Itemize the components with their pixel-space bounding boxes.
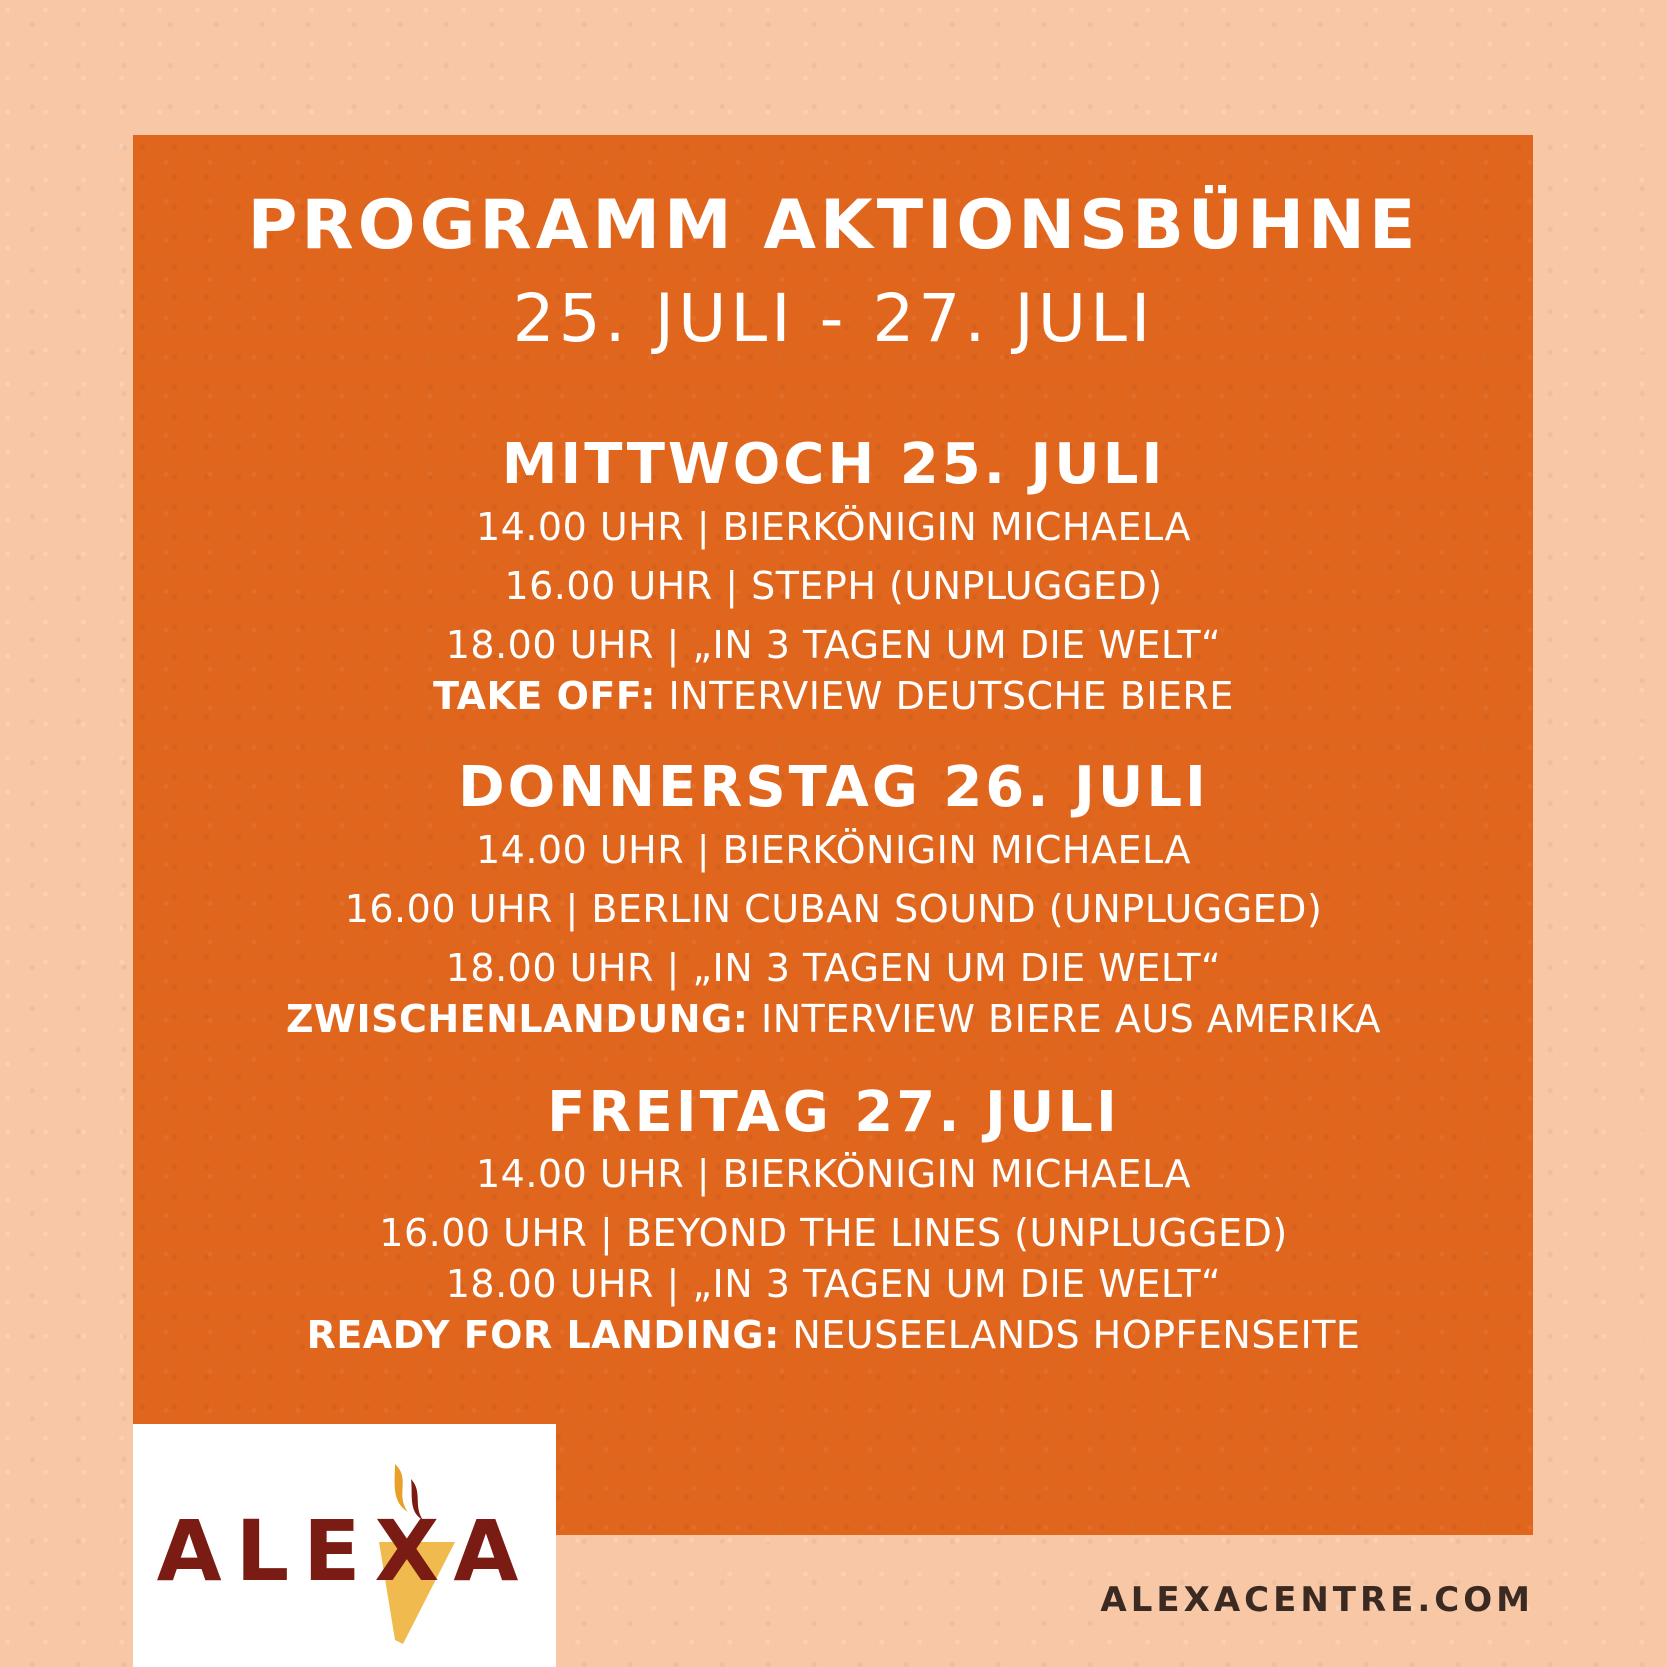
highlight-line <box>0 1313 1667 1357</box>
schedule-line: 14.00 UHR | BIERKÖNIGIN MICHAELA <box>476 1152 1191 1196</box>
highlight-label: ZWISCHENLANDUNG: <box>285 997 749 1041</box>
website-url[interactable]: ALEXACENTRE.COM <box>1100 1580 1534 1620</box>
highlight-text: INTERVIEW DEUTSCHE BIERE <box>655 674 1234 718</box>
day-heading-thursday: DONNERSTAG 26. JULI <box>458 755 1209 820</box>
schedule-line: 16.00 UHR | BERLIN CUBAN SOUND (UNPLUGGED) <box>344 887 1323 931</box>
highlight-line <box>0 997 1667 1041</box>
alexa-logo[interactable] <box>133 1424 556 1667</box>
highlight-line <box>0 674 1667 718</box>
highlight-text: NEUSEELANDS HOPFENSEITE <box>779 1313 1361 1357</box>
schedule-line: 18.00 UHR | „IN 3 TAGEN UM DIE WELT“ <box>445 1262 1222 1306</box>
schedule-line: 18.00 UHR | „IN 3 TAGEN UM DIE WELT“ <box>445 623 1222 667</box>
schedule-line: 18.00 UHR | „IN 3 TAGEN UM DIE WELT“ <box>445 946 1222 990</box>
highlight-label: TAKE OFF: <box>433 674 656 718</box>
schedule-line: 16.00 UHR | BEYOND THE LINES (UNPLUGGED) <box>379 1211 1288 1255</box>
highlight-label: READY FOR LANDING: <box>306 1313 780 1357</box>
day-heading-friday: FREITAG 27. JULI <box>547 1080 1120 1145</box>
logo-wordmark: ALEXA <box>156 1502 533 1600</box>
schedule-line: 14.00 UHR | BIERKÖNIGIN MICHAELA <box>476 828 1191 872</box>
date-range: 25. JULI - 27. JULI <box>512 280 1155 357</box>
highlight-text: INTERVIEW BIERE AUS AMERIKA <box>748 997 1381 1041</box>
page-title: PROGRAMM AKTIONSBÜHNE <box>247 186 1420 265</box>
schedule-line: 16.00 UHR | STEPH (UNPLUGGED) <box>504 564 1163 608</box>
schedule-line: 14.00 UHR | BIERKÖNIGIN MICHAELA <box>476 505 1191 549</box>
day-heading-wednesday: MITTWOCH 25. JULI <box>501 432 1166 497</box>
